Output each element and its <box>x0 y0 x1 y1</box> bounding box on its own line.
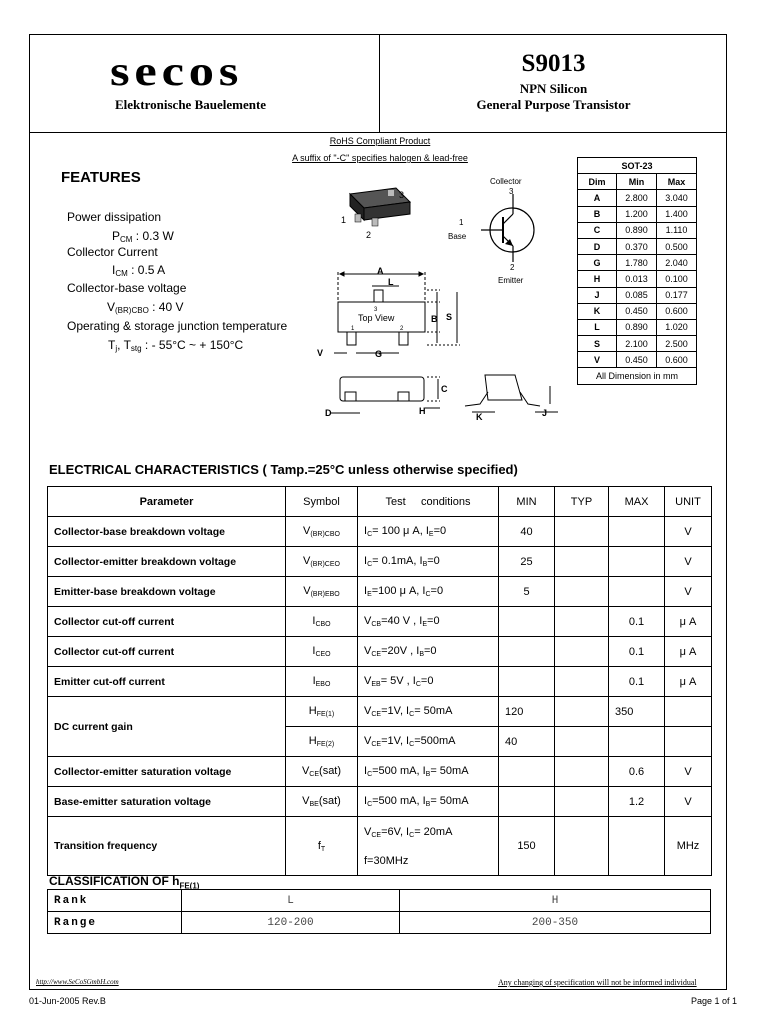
ec-condition: $V_{CB}=40$ V , $I_E=0$ <box>358 607 499 637</box>
part-type: NPN Silicon <box>519 81 588 96</box>
feature-temp-value: $T_j$, $T_{stg}$ : - 55°C ~ + 150°C <box>108 338 244 353</box>
ec-param: Collector-emitter saturation voltage <box>48 757 286 787</box>
ec-header-min: MIN <box>499 487 555 517</box>
range-L: 120-200 <box>182 912 400 934</box>
ec-condition: $I_C=500$ mA, $I_B= 50mA$ <box>358 757 499 787</box>
base-label: Base <box>448 232 467 241</box>
halogen-note: A suffix of "-C" specifies halogen & lead-free <box>292 153 468 163</box>
ec-condition: $V_{CE}=1V$, $I_C=500mA$ <box>358 727 499 757</box>
ec-row <box>48 667 712 697</box>
ec-typ <box>555 547 609 577</box>
part-number: S9013 <box>521 50 586 77</box>
sot-dim: C <box>578 222 617 238</box>
features-title: FEATURES <box>61 169 141 186</box>
sot-row <box>578 255 697 271</box>
ec-param: DC current gain <box>48 697 286 757</box>
ec-min: 40 <box>499 727 555 757</box>
ec-condition: $I_C= 100$ μ A, $I_E=0$ <box>358 517 499 547</box>
ec-symbol: $H_{FE(1)}$ <box>286 697 358 727</box>
ec-symbol: $f_T$ <box>286 817 358 876</box>
ec-symbol: $I_{CEO}$ <box>286 637 358 667</box>
feature-voltage-value: $V_{(BR)CBO}$ : 40 V <box>107 300 184 315</box>
pin2-label: 2 <box>366 230 372 240</box>
top-view-outline <box>334 272 460 353</box>
dim-V: V <box>317 348 324 358</box>
ec-condition: $V_{CE}=20V$ , $I_B=0$ <box>358 637 499 667</box>
dim-L: L <box>388 277 394 287</box>
ec-condition: $I_C=500$ mA, $I_B= 50mA$ <box>358 787 499 817</box>
ec-typ <box>555 787 609 817</box>
ec-unit: μ A <box>665 667 712 697</box>
sot-dim: G <box>578 255 617 271</box>
dim-J: J <box>542 408 548 418</box>
sot-min: 1.780 <box>617 255 657 271</box>
ec-unit: V <box>665 517 712 547</box>
sot-min: 2.800 <box>617 190 657 206</box>
ec-header-unit: UNIT <box>665 487 712 517</box>
sot-max: 1.110 <box>657 222 697 238</box>
base-pin: 1 <box>459 218 464 227</box>
sot-dim: L <box>578 319 617 335</box>
ec-row <box>48 607 712 637</box>
ec-symbol: $V_{(BR)EBO}$ <box>286 577 358 607</box>
sot-dim: J <box>578 287 617 303</box>
sot-min: 1.200 <box>617 206 657 222</box>
dim-H: H <box>419 406 426 416</box>
ec-row <box>48 637 712 667</box>
sot-max: 1.020 <box>657 319 697 335</box>
ec-row <box>48 577 712 607</box>
ec-row <box>48 697 712 727</box>
sot-row <box>578 271 697 287</box>
sot-dim: B <box>578 206 617 222</box>
collector-pin: 3 <box>509 187 514 196</box>
ec-min: 40 <box>499 517 555 547</box>
ec-max <box>609 517 665 547</box>
ec-min: 5 <box>499 577 555 607</box>
rohs-note: RoHS Compliant Product <box>329 136 431 146</box>
rank-H: H <box>400 890 711 912</box>
ec-typ <box>555 667 609 697</box>
ec-symbol: $I_{CBO}$ <box>286 607 358 637</box>
sot-max: 3.040 <box>657 190 697 206</box>
sot-title: SOT-23 <box>578 158 697 174</box>
ec-param: Base-emitter saturation voltage <box>48 787 286 817</box>
ec-typ <box>555 517 609 547</box>
ec-param: Transition frequency <box>48 817 286 876</box>
ec-row <box>48 817 712 876</box>
ec-unit: MHz <box>665 817 712 876</box>
sot-max: 0.600 <box>657 352 697 368</box>
ec-min <box>499 637 555 667</box>
ec-condition: $V_{EB}= 5V$ , $I_C=0$ <box>358 667 499 697</box>
sot-row <box>578 319 697 335</box>
range-H: 200-350 <box>400 912 711 934</box>
sot-max: 0.500 <box>657 238 697 254</box>
ec-typ <box>555 607 609 637</box>
ec-max <box>609 577 665 607</box>
sot-min: 0.450 <box>617 352 657 368</box>
sot-header-max: Max <box>657 174 697 190</box>
ec-header-parameter: Parameter <box>48 487 286 517</box>
ec-unit: V <box>665 577 712 607</box>
sot-row <box>578 190 697 206</box>
part-description: General Purpose Transistor <box>476 97 631 112</box>
dim-A: A <box>377 266 384 276</box>
dim-K: K <box>476 412 483 422</box>
feature-current-value: $I_{CM}$ : 0.5 A <box>112 263 166 278</box>
ec-condition-line: $V_{CE}=6V$, $I_C= 20mA$ <box>364 825 453 839</box>
dim-C: C <box>441 384 448 394</box>
ec-condition: $I_C= 0.1mA$, $I_B=0$ <box>358 547 499 577</box>
ec-param: Emitter cut-off current <box>48 667 286 697</box>
ec-condition: $V_{CE}=1V$, $I_C= 50mA$ <box>358 697 499 727</box>
sot-min: 0.890 <box>617 319 657 335</box>
ec-max: 350 <box>609 697 665 727</box>
sot-max: 0.600 <box>657 303 697 319</box>
ec-max <box>609 727 665 757</box>
ec-header-typ: TYP <box>555 487 609 517</box>
sot-header-min: Min <box>617 174 657 190</box>
sot-min: 0.370 <box>617 238 657 254</box>
ec-unit: V <box>665 757 712 787</box>
spec-change-notice: Any changing of specification will not be informed individual <box>498 978 697 987</box>
ec-row <box>48 757 712 787</box>
sot-max: 2.500 <box>657 336 697 352</box>
sot-row <box>578 222 697 238</box>
sot-row <box>578 206 697 222</box>
page-number: Page 1 of 1 <box>691 996 738 1006</box>
feature-current-label: Collector Current <box>67 245 158 259</box>
package-diagram <box>300 170 575 425</box>
top-pin3: 3 <box>374 307 378 313</box>
ec-min <box>499 667 555 697</box>
sot-row <box>578 352 697 368</box>
sot-max: 2.040 <box>657 255 697 271</box>
ec-max: 0.6 <box>609 757 665 787</box>
side-view-outline <box>330 375 558 413</box>
top-view-label: Top View <box>358 313 395 323</box>
ec-symbol: $H_{FE(2)}$ <box>286 727 358 757</box>
ec-max <box>609 547 665 577</box>
sot23-dimension-table <box>577 157 697 385</box>
company-logo: secos <box>110 49 244 95</box>
emitter-pin: 2 <box>510 263 515 272</box>
electrical-table <box>47 486 712 876</box>
ec-condition: $I_E=100$ μ A, $I_C=0$ <box>358 577 499 607</box>
sot-min: 0.890 <box>617 222 657 238</box>
ec-symbol: $V_{BE}(sat)$ <box>286 787 358 817</box>
ec-typ <box>555 697 609 727</box>
classification-title: CLASSIFICATION OF $h_{FE(1)}$ <box>49 874 200 891</box>
ec-typ <box>555 637 609 667</box>
ec-unit: V <box>665 547 712 577</box>
ec-param: Collector cut-off current <box>48 637 286 667</box>
sot-footer: All Dimension in mm <box>578 368 697 384</box>
sot-dim: K <box>578 303 617 319</box>
sot-row <box>578 287 697 303</box>
ec-unit <box>665 727 712 757</box>
ec-min: 120 <box>499 697 555 727</box>
ec-symbol: $V_{(BR)CBO}$ <box>286 517 358 547</box>
ec-min <box>499 787 555 817</box>
pin3-label: 3 <box>399 190 405 200</box>
ec-param: Collector cut-off current <box>48 607 286 637</box>
pin1-label: 1 <box>341 215 347 225</box>
feature-power-value: $P_{CM}$ : 0.3 W <box>112 229 174 244</box>
revision-date: 01-Jun-2005 Rev.B <box>29 996 106 1006</box>
ec-header-max: MAX <box>609 487 665 517</box>
sot-dim: S <box>578 336 617 352</box>
ec-max: 0.1 <box>609 607 665 637</box>
ec-header-test: Test conditions <box>358 487 499 517</box>
ec-max: 0.1 <box>609 667 665 697</box>
ec-condition <box>358 817 499 876</box>
top-pin1: 1 <box>351 326 355 332</box>
ec-typ <box>555 577 609 607</box>
dim-S: S <box>446 312 453 322</box>
npn-symbol <box>481 194 534 262</box>
ec-min <box>499 607 555 637</box>
sot-header-dim: Dim <box>578 174 617 190</box>
ec-symbol: $I_{EBO}$ <box>286 667 358 697</box>
sot-max: 0.177 <box>657 287 697 303</box>
rank-L: L <box>182 890 400 912</box>
ec-unit <box>665 697 712 727</box>
sot-dim: D <box>578 238 617 254</box>
sot-row <box>578 303 697 319</box>
classification-table <box>47 889 711 934</box>
ec-param: Emitter-base breakdown voltage <box>48 577 286 607</box>
feature-voltage-label: Collector-base voltage <box>67 281 187 295</box>
range-label: Range <box>48 912 182 934</box>
company-subtitle: Elektronische Bauelemente <box>115 97 267 112</box>
sot-min: 0.450 <box>617 303 657 319</box>
ec-unit: μ A <box>665 637 712 667</box>
ec-typ <box>555 727 609 757</box>
ec-unit: μ A <box>665 607 712 637</box>
sot-min: 0.085 <box>617 287 657 303</box>
ec-min: 150 <box>499 817 555 876</box>
ec-row <box>48 787 712 817</box>
sot-row <box>578 238 697 254</box>
ec-typ <box>555 817 609 876</box>
sot-min: 2.100 <box>617 336 657 352</box>
ec-param: Collector-emitter breakdown voltage <box>48 547 286 577</box>
emitter-label: Emitter <box>498 276 524 285</box>
electrical-title: ELECTRICAL CHARACTERISTICS ( Tamp.=25°C unless otherwise specified) <box>49 462 518 477</box>
ec-min: 25 <box>499 547 555 577</box>
dim-B: B <box>431 314 438 324</box>
header-divider <box>29 132 727 133</box>
ec-row <box>48 547 712 577</box>
ec-unit: V <box>665 787 712 817</box>
feature-temp-label: Operating & storage junction temperature <box>67 319 288 333</box>
sot-dim: V <box>578 352 617 368</box>
ec-max: 1.2 <box>609 787 665 817</box>
sot-row <box>578 336 697 352</box>
ec-typ <box>555 757 609 787</box>
sot-max: 1.400 <box>657 206 697 222</box>
ec-header-symbol: Symbol <box>286 487 358 517</box>
ec-max <box>609 817 665 876</box>
sot-dim: A <box>578 190 617 206</box>
top-pin2: 2 <box>400 326 404 332</box>
company-url[interactable]: http://www.SeCoSGmbH.com <box>36 978 119 986</box>
ec-symbol: $V_{CE}(sat)$ <box>286 757 358 787</box>
ec-condition-line: f=30MHz <box>364 854 409 867</box>
ec-min <box>499 757 555 787</box>
sot-dim: H <box>578 271 617 287</box>
ec-param: Collector-base breakdown voltage <box>48 517 286 547</box>
collector-label: Collector <box>490 177 522 186</box>
sot-min: 0.013 <box>617 271 657 287</box>
ec-row <box>48 517 712 547</box>
dim-D: D <box>325 408 332 418</box>
dim-G: G <box>375 349 383 359</box>
ec-max: 0.1 <box>609 637 665 667</box>
feature-power-label: Power dissipation <box>67 210 162 224</box>
rank-label: Rank <box>48 890 182 912</box>
ec-symbol: $V_{(BR)CEO}$ <box>286 547 358 577</box>
sot-max: 0.100 <box>657 271 697 287</box>
